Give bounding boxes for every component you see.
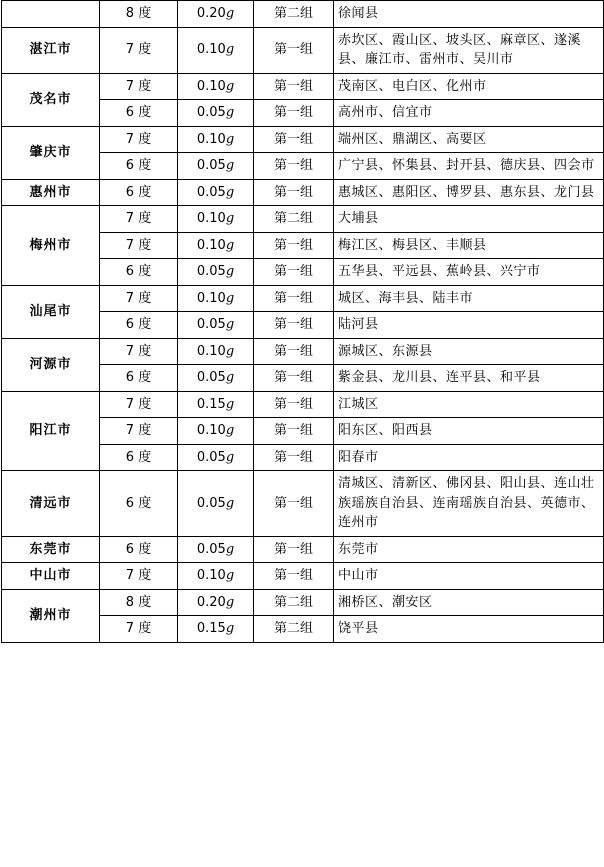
acceleration-cell [178, 563, 254, 590]
area-list-cell: 城区、海丰县、陆丰市 [334, 285, 604, 312]
acceleration-unit: g [225, 423, 235, 438]
intensity-cell: 7 度 [100, 73, 178, 100]
city-cell: 河源市 [2, 338, 100, 391]
acceleration-value: 0.10 [196, 211, 226, 226]
design-group-cell: 第二组 [254, 589, 334, 616]
intensity-cell: 6 度 [100, 365, 178, 392]
acceleration-cell [178, 536, 254, 563]
area-list-cell: 陆河县 [334, 312, 604, 339]
acceleration-unit: g [225, 184, 235, 200]
acceleration-value: 0.10 [196, 78, 226, 94]
design-group-cell: 第一组 [254, 563, 334, 590]
design-group-cell: 第一组 [254, 100, 334, 127]
intensity-cell: 7 度 [100, 285, 178, 312]
acceleration-value: 0.10 [196, 423, 226, 438]
area-list-cell: 饶平县 [334, 616, 604, 643]
design-group-cell: 第二组 [254, 1, 334, 28]
acceleration-cell [178, 391, 254, 418]
acceleration-cell [178, 100, 254, 127]
intensity-cell: 7 度 [100, 338, 178, 365]
acceleration-unit: g [225, 317, 235, 332]
intensity-cell: 6 度 [100, 444, 178, 471]
area-list-cell: 梅江区、梅县区、丰顺县 [334, 232, 604, 259]
city-cell: 湛江市 [2, 27, 100, 73]
intensity-cell: 6 度 [100, 259, 178, 286]
acceleration-cell [178, 73, 254, 100]
acceleration-value: 0.05 [196, 495, 226, 511]
acceleration-cell [178, 471, 254, 537]
acceleration-value: 0.05 [196, 264, 226, 279]
city-cell: 肇庆市 [2, 126, 100, 179]
table-row [2, 391, 604, 418]
acceleration-value: 0.05 [196, 184, 226, 200]
city-cell: 东莞市 [2, 536, 100, 563]
acceleration-cell [178, 259, 254, 286]
acceleration-value: 0.05 [196, 541, 226, 557]
area-list-cell: 惠城区、惠阳区、博罗县、惠东县、龙门县 [334, 179, 604, 206]
acceleration-unit: g [225, 343, 235, 359]
acceleration-unit: g [225, 396, 235, 412]
acceleration-cell [178, 153, 254, 180]
table-row [2, 536, 604, 563]
acceleration-value: 0.15 [196, 621, 226, 636]
acceleration-unit: g [225, 264, 235, 279]
area-list-cell: 阳春市 [334, 444, 604, 471]
table-row [2, 589, 604, 616]
acceleration-unit: g [225, 131, 235, 147]
acceleration-unit: g [225, 78, 235, 94]
acceleration-cell [178, 27, 254, 73]
city-cell: 惠州市 [2, 179, 100, 206]
design-group-cell: 第一组 [254, 444, 334, 471]
table-row [2, 1, 604, 28]
intensity-cell: 7 度 [100, 418, 178, 445]
acceleration-cell [178, 232, 254, 259]
table-row [2, 73, 604, 100]
seismic-fortification-table [1, 0, 604, 643]
intensity-cell: 7 度 [100, 27, 178, 73]
acceleration-unit: g [225, 42, 235, 58]
design-group-cell: 第一组 [254, 126, 334, 153]
intensity-cell: 6 度 [100, 471, 178, 537]
area-list-cell: 广宁县、怀集县、封开县、德庆县、四会市 [334, 153, 604, 180]
acceleration-unit: g [225, 568, 235, 583]
design-group-cell: 第一组 [254, 27, 334, 73]
area-list-cell: 徐闻县 [334, 1, 604, 28]
design-group-cell: 第一组 [254, 471, 334, 537]
acceleration-unit: g [225, 449, 235, 465]
table-row [2, 285, 604, 312]
acceleration-cell [178, 206, 254, 233]
acceleration-unit: g [225, 290, 235, 306]
acceleration-value: 0.20 [196, 6, 226, 21]
area-list-cell: 茂南区、电白区、化州市 [334, 73, 604, 100]
acceleration-cell [178, 616, 254, 643]
design-group-cell: 第一组 [254, 179, 334, 206]
city-cell: 潮州市 [2, 589, 100, 642]
acceleration-value: 0.10 [196, 42, 226, 58]
acceleration-unit: g [225, 594, 235, 610]
acceleration-unit: g [225, 237, 235, 253]
design-group-cell: 第一组 [254, 259, 334, 286]
intensity-cell: 8 度 [100, 1, 178, 28]
acceleration-value: 0.05 [196, 158, 226, 173]
intensity-cell: 6 度 [100, 312, 178, 339]
table-row [2, 563, 604, 590]
area-list-cell: 高州市、信宜市 [334, 100, 604, 127]
acceleration-value: 0.20 [196, 594, 226, 610]
area-list-cell: 中山市 [334, 563, 604, 590]
acceleration-cell [178, 365, 254, 392]
acceleration-value: 0.10 [196, 568, 226, 583]
design-group-cell: 第一组 [254, 536, 334, 563]
acceleration-cell [178, 179, 254, 206]
design-group-cell: 第二组 [254, 616, 334, 643]
area-list-cell: 江城区 [334, 391, 604, 418]
table-row [2, 206, 604, 233]
acceleration-value: 0.05 [196, 317, 226, 332]
area-list-cell: 端州区、鼎湖区、高要区 [334, 126, 604, 153]
table-row [2, 338, 604, 365]
acceleration-value: 0.10 [196, 343, 226, 359]
acceleration-cell [178, 312, 254, 339]
design-group-cell: 第一组 [254, 365, 334, 392]
table-row [2, 27, 604, 73]
area-list-cell: 源城区、东源县 [334, 338, 604, 365]
table-row [2, 471, 604, 537]
intensity-cell: 7 度 [100, 206, 178, 233]
design-group-cell: 第一组 [254, 232, 334, 259]
city-cell: 中山市 [2, 563, 100, 590]
intensity-cell: 6 度 [100, 100, 178, 127]
area-list-cell: 清城区、清新区、佛冈县、阳山县、连山壮族瑶族自治县、连南瑶族自治县、英德市、连州市 [334, 471, 604, 537]
design-group-cell: 第一组 [254, 418, 334, 445]
acceleration-unit: g [225, 495, 235, 511]
acceleration-unit: g [225, 6, 235, 21]
acceleration-unit: g [225, 541, 235, 557]
area-list-cell: 阳东区、阳西县 [334, 418, 604, 445]
design-group-cell: 第二组 [254, 206, 334, 233]
intensity-cell: 6 度 [100, 153, 178, 180]
city-cell: 阳江市 [2, 391, 100, 471]
acceleration-unit: g [225, 105, 235, 120]
acceleration-cell [178, 589, 254, 616]
acceleration-value: 0.05 [196, 449, 226, 465]
intensity-cell: 7 度 [100, 563, 178, 590]
city-cell: 清远市 [2, 471, 100, 537]
acceleration-value: 0.10 [196, 131, 226, 147]
city-cell: 茂名市 [2, 73, 100, 126]
acceleration-value: 0.05 [196, 105, 226, 120]
acceleration-cell [178, 444, 254, 471]
acceleration-value: 0.05 [196, 370, 226, 385]
acceleration-value: 0.10 [196, 290, 226, 306]
intensity-cell: 7 度 [100, 616, 178, 643]
area-list-cell: 紫金县、龙川县、连平县、和平县 [334, 365, 604, 392]
intensity-cell: 8 度 [100, 589, 178, 616]
intensity-cell: 7 度 [100, 232, 178, 259]
area-list-cell: 东莞市 [334, 536, 604, 563]
acceleration-unit: g [225, 158, 235, 173]
design-group-cell: 第一组 [254, 391, 334, 418]
city-cell [2, 1, 100, 28]
acceleration-unit: g [225, 621, 235, 636]
acceleration-cell [178, 1, 254, 28]
acceleration-cell [178, 285, 254, 312]
design-group-cell: 第一组 [254, 153, 334, 180]
area-list-cell: 五华县、平远县、蕉岭县、兴宁市 [334, 259, 604, 286]
intensity-cell: 7 度 [100, 126, 178, 153]
design-group-cell: 第一组 [254, 338, 334, 365]
acceleration-value: 0.15 [196, 396, 226, 412]
intensity-cell: 7 度 [100, 391, 178, 418]
design-group-cell: 第一组 [254, 73, 334, 100]
acceleration-cell [178, 338, 254, 365]
design-group-cell: 第一组 [254, 312, 334, 339]
table-row [2, 179, 604, 206]
area-list-cell: 湘桥区、潮安区 [334, 589, 604, 616]
acceleration-value: 0.10 [196, 237, 226, 253]
area-list-cell: 大埔县 [334, 206, 604, 233]
intensity-cell: 6 度 [100, 536, 178, 563]
acceleration-unit: g [225, 370, 235, 385]
acceleration-cell [178, 418, 254, 445]
city-cell: 汕尾市 [2, 285, 100, 338]
table-row [2, 126, 604, 153]
intensity-cell: 6 度 [100, 179, 178, 206]
acceleration-cell [178, 126, 254, 153]
area-list-cell: 赤坎区、霞山区、坡头区、麻章区、遂溪县、廉江市、雷州市、吴川市 [334, 27, 604, 73]
design-group-cell: 第一组 [254, 285, 334, 312]
acceleration-unit: g [225, 211, 235, 226]
city-cell: 梅州市 [2, 206, 100, 286]
